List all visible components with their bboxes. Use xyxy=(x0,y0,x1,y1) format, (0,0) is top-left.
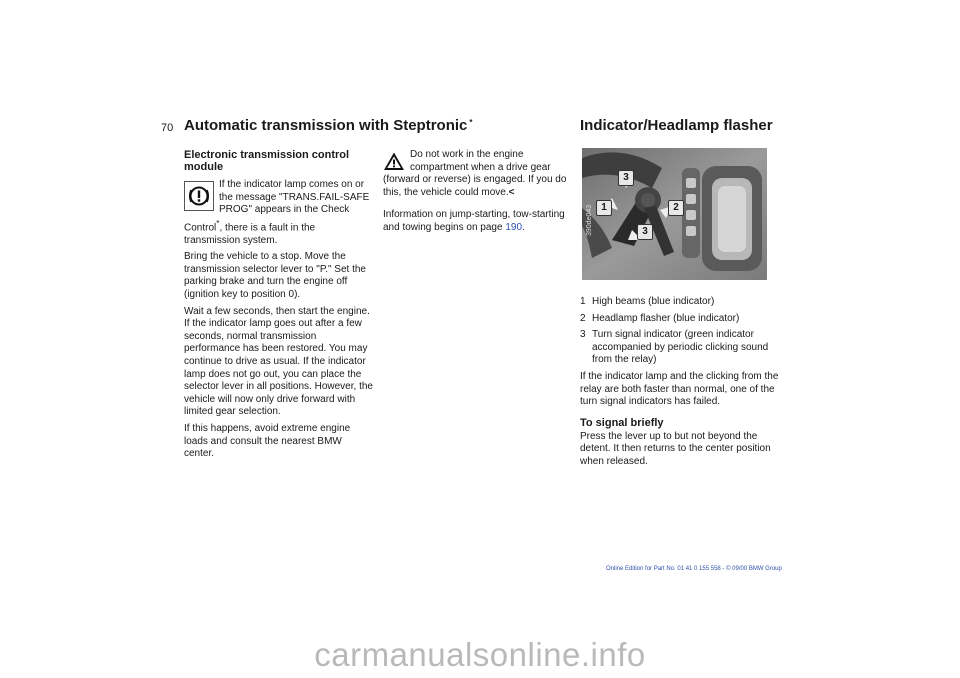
list-item-text: High beams (blue indicator) xyxy=(592,296,715,307)
callout-label: 1 xyxy=(596,200,612,216)
section-title-transmission xyxy=(184,117,473,134)
footer-edition: Online Edition for Part No. 01 41 0 155 558 - © 09/00 BMW Group xyxy=(606,566,782,572)
photo-code: 390de043 xyxy=(586,204,593,236)
optional-equipment-mark: * xyxy=(216,217,220,228)
paragraph-fault-text: If the indicator lamp comes on or the message "TRANS.FAIL-SAFE PROG" appears in the Check Control xyxy=(184,179,370,234)
callout-label: 2 xyxy=(668,200,684,216)
paragraph-restart-line1: Wait a few seconds, then start the engine. xyxy=(184,305,370,317)
paragraph-stop-vehicle: Bring the vehicle to a stop. Move the transmission selector lever to "P." Set the parking brake and turn the engine off (ignition key to position 0). xyxy=(184,251,366,301)
paragraph-consult: If this happens, avoid extreme engine loads and consult the nearest BMW center. xyxy=(184,423,351,460)
paragraph-signal-briefly: Press the lever up to but not beyond the detent. It then returns to the center position when released. xyxy=(580,430,771,467)
paragraph-restart-line2: If the indicator lamp goes out after a few seconds, normal transmission performance has been restored. You may continue to drive as usual. If the indicator lamp does not go out, you can place the selector lever in all positions. However, the vehicle will now only drive forward with limited gear selection. xyxy=(184,318,373,418)
warning-text: Do not work in the engine compartment when a drive gear (forward or reverse) is engaged. If you do this, the vehicle could move. xyxy=(383,149,567,198)
jump-start-text-end: . xyxy=(522,221,525,233)
end-mark: < xyxy=(508,186,515,198)
paragraph-restart xyxy=(184,306,374,419)
list-item-number: 1 xyxy=(580,296,586,307)
callout-list xyxy=(580,296,780,367)
paragraph-fault xyxy=(184,179,374,247)
column-transmission-module xyxy=(184,149,374,465)
jump-start-info xyxy=(383,209,569,234)
subheading-transmission-module: Electronic transmission control module xyxy=(184,149,350,173)
optional-equipment-mark: * xyxy=(469,118,473,127)
transmission-warning-icon xyxy=(184,181,214,211)
list-item-number: 2 xyxy=(580,312,586,324)
section-title-indicator: Indicator/Headlamp flasher xyxy=(580,117,773,134)
steering-column-photo xyxy=(582,148,767,280)
page-link-190[interactable]: 190 xyxy=(505,221,523,233)
list-item-text: Turn signal indicator (green indicator accompanied by periodic clicking sound from the relay) xyxy=(592,329,769,366)
column-warning xyxy=(383,149,569,239)
paragraph-indicator-failure: If the indicator lamp and the clicking from the relay are both faster than normal, one of the turn signal indicators has failed. xyxy=(580,370,779,408)
jump-start-text: Information on jump-starting, tow-starting and towing begins on page xyxy=(383,209,565,233)
list-item xyxy=(580,329,780,367)
list-item xyxy=(580,296,780,309)
callout-label: 3 xyxy=(618,170,634,186)
paragraph-fault-text-end: , there is a fault in the transmission system. xyxy=(184,222,316,246)
warning-paragraph xyxy=(383,149,569,199)
subheading-signal-briefly: To signal briefly xyxy=(580,416,664,429)
list-item-text: Headlamp flasher (blue indicator) xyxy=(592,312,740,324)
section-title-text: Automatic transmission with Steptronic xyxy=(184,117,468,134)
list-item-number: 3 xyxy=(580,329,586,341)
callout-label: 3 xyxy=(637,224,653,240)
column-indicator xyxy=(580,296,780,473)
warning-triangle-icon xyxy=(383,151,405,171)
list-item xyxy=(580,313,780,326)
watermark: carmanualsonline.info xyxy=(314,636,646,673)
page-number: 70 xyxy=(161,122,174,134)
